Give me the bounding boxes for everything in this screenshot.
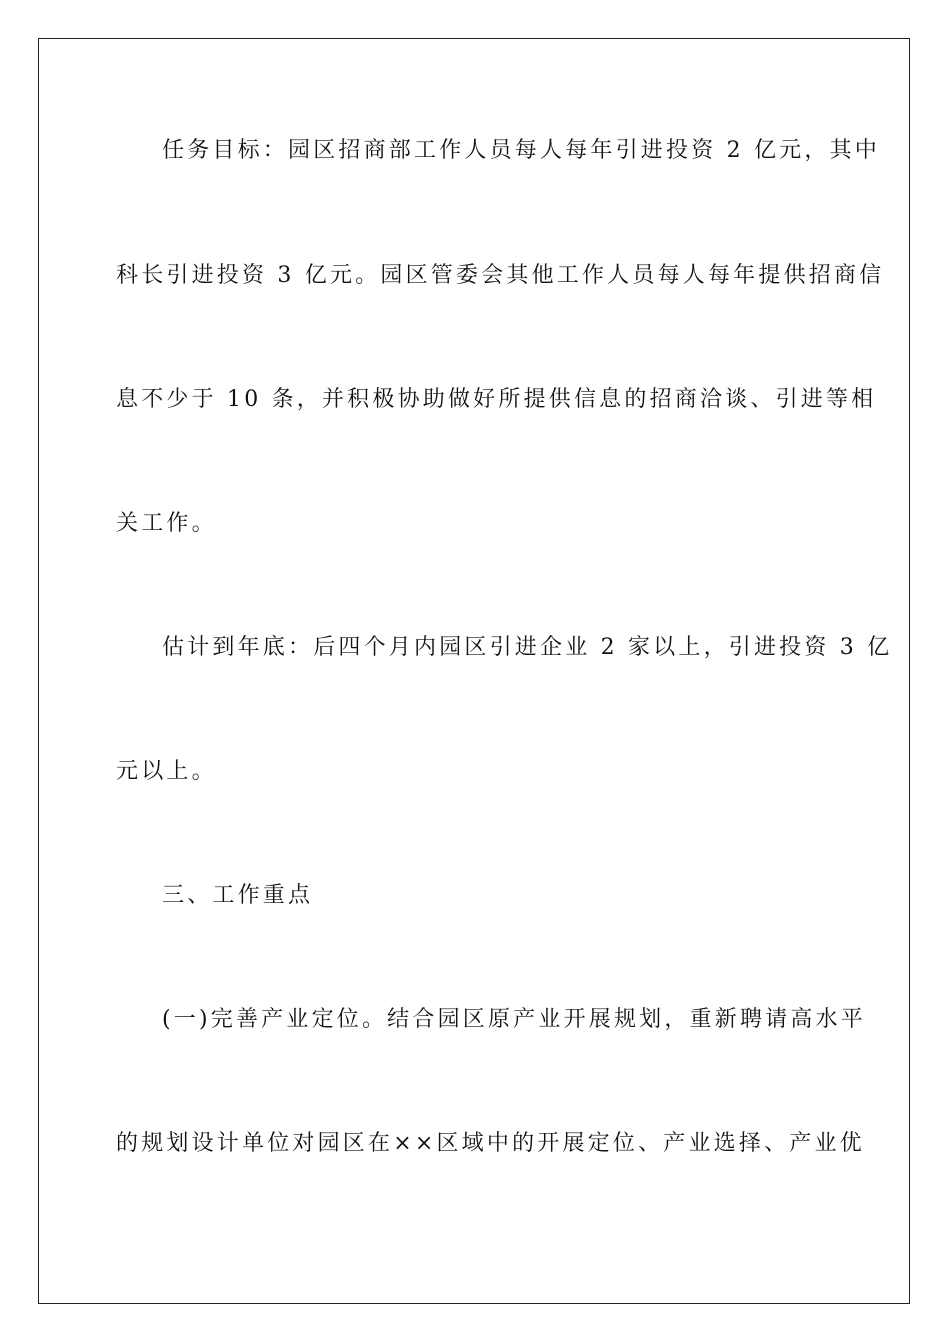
paragraph-task-target-line-4: 关工作。 <box>116 511 217 536</box>
paragraph-task-target-line-1: 任务目标：园区招商部工作人员每人每年引进投资 2 亿元，其中 <box>162 138 880 163</box>
paragraph-estimate-line-1: 估计到年底：后四个月内园区引进企业 2 家以上，引进投资 3 亿 <box>162 635 893 660</box>
paragraph-task-target-line-2: 科长引进投资 3 亿元。园区管委会其他工作人员每人每年提供招商信 <box>116 263 885 288</box>
paragraph-industry-positioning-line-2: 的规划设计单位对园区在××区域中的开展定位、产业选择、产业优 <box>116 1131 865 1156</box>
page-border <box>38 38 910 1304</box>
paragraph-estimate-line-2: 元以上。 <box>116 759 217 784</box>
paragraph-industry-positioning-line-1: (一)完善产业定位。结合园区原产业开展规划，重新聘请高水平 <box>162 1007 866 1032</box>
paragraph-task-target-line-3: 息不少于 10 条，并积极协助做好所提供信息的招商洽谈、引进等相 <box>116 387 877 412</box>
section-heading-work-focus: 三、工作重点 <box>162 883 314 908</box>
